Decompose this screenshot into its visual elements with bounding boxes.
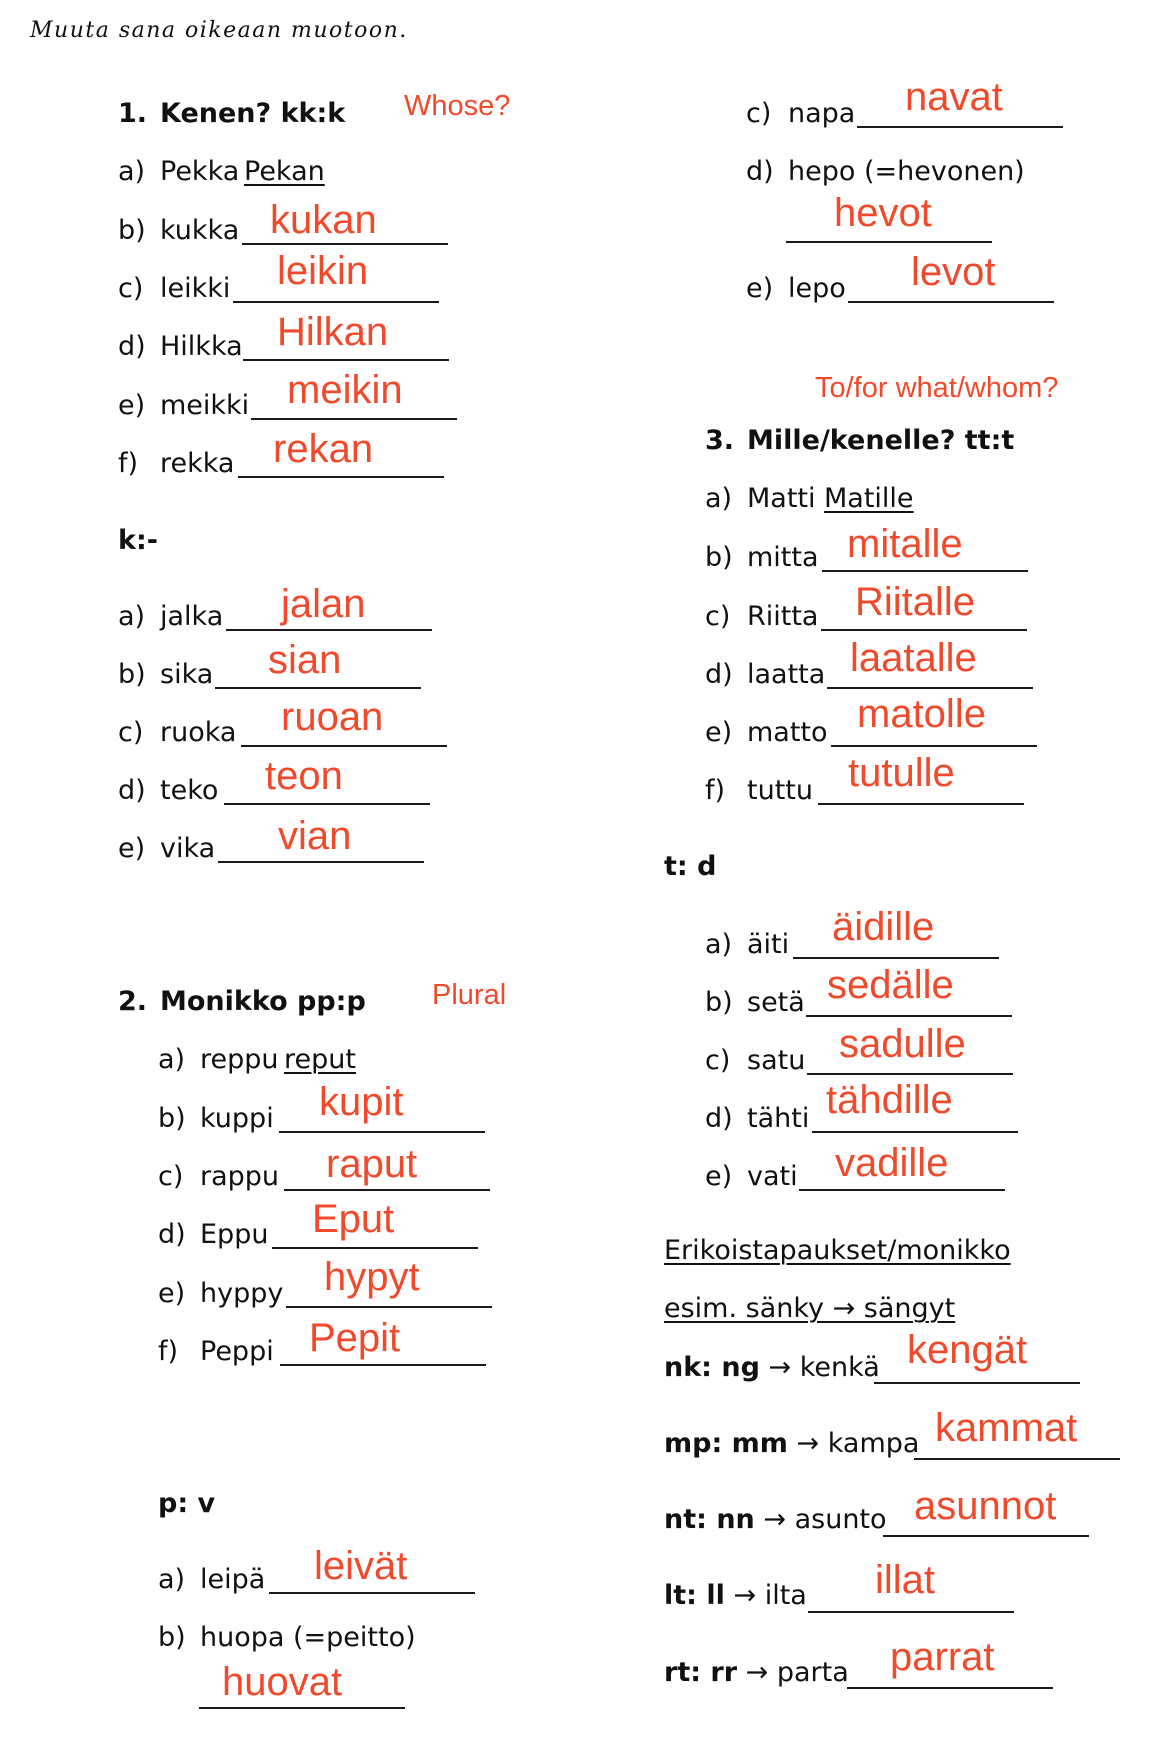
s1-item-word: meikki — [160, 390, 250, 421]
s1-item-word: kukka — [160, 215, 240, 246]
s1-item-answer: leikin — [277, 249, 369, 293]
answer-line — [857, 126, 1063, 128]
s1-item-letter: b) — [118, 215, 146, 246]
s2-example-answer: reput — [284, 1044, 356, 1075]
s2cont-item-letter: c) — [746, 98, 772, 129]
s1-item-answer: kukan — [270, 198, 377, 242]
s3-example-word: Matti — [747, 483, 816, 514]
s1b-item-letter: e) — [118, 833, 146, 864]
s3-item-word: matto — [747, 717, 828, 748]
s2b-item-answer: huovat — [222, 1660, 343, 1704]
special-word: kampa — [827, 1428, 920, 1459]
special-row — [664, 1354, 880, 1381]
s2-item-word: hyppy — [200, 1278, 284, 1309]
s3-item-letter: e) — [705, 717, 733, 748]
answer-line — [793, 957, 999, 959]
special-row — [664, 1582, 807, 1609]
s2-item-answer: kupit — [319, 1080, 404, 1124]
s2cont-item-word: hepo (=hevonen) — [788, 156, 1025, 187]
s1-item-answer: meikin — [287, 368, 403, 412]
s3b-item-letter: b) — [705, 987, 733, 1018]
answer-line — [822, 570, 1028, 572]
s3-item-answer: tutulle — [848, 751, 955, 795]
s1-item-word: leikki — [160, 273, 231, 304]
arrow-right-icon: → — [745, 1657, 769, 1688]
answer-line — [215, 687, 421, 689]
answer-line — [241, 745, 447, 747]
s1b-item-answer: vian — [278, 814, 352, 858]
s3-example-answer: Matille — [824, 483, 914, 514]
answer-line — [799, 1189, 1005, 1191]
special-rule: nt: nn — [664, 1504, 755, 1535]
s3b-item-answer: tähdille — [826, 1078, 953, 1122]
s1b-item-answer: jalan — [281, 582, 366, 626]
s2cont-item-answer: navat — [905, 75, 1003, 119]
answer-line — [848, 301, 1054, 303]
section3-number: 3. — [705, 425, 735, 456]
answer-line — [251, 418, 457, 420]
s3b-item-letter: d) — [705, 1103, 733, 1134]
s3b-item-answer: sadulle — [839, 1022, 966, 1066]
s1-item-letter: f) — [118, 448, 139, 479]
s2-item-letter: f) — [158, 1336, 179, 1367]
answer-line — [827, 687, 1033, 689]
s2-item-answer: raput — [326, 1142, 418, 1186]
special-word: kenkä — [799, 1352, 880, 1383]
s2cont-item-answer: hevot — [834, 191, 932, 235]
s2b-item-word: huopa (=peitto) — [200, 1622, 416, 1653]
section1-number: 1. — [118, 98, 148, 129]
s2-item-answer: Eput — [312, 1197, 395, 1241]
section2-note: Plural — [432, 979, 507, 1011]
s3-item-answer: laatalle — [850, 636, 977, 680]
s1-example-letter: a) — [118, 156, 146, 187]
s2b-item-letter: b) — [158, 1622, 186, 1653]
s1-example-word: Pekka — [160, 156, 240, 187]
s2-item-word: Eppu — [200, 1219, 269, 1250]
answer-line — [280, 1364, 486, 1366]
answer-line — [199, 1707, 405, 1709]
s3-item-word: Riitta — [747, 601, 819, 632]
s2b-item-letter: a) — [158, 1564, 186, 1595]
answer-line — [914, 1458, 1120, 1460]
s3-item-answer: Riitalle — [855, 580, 976, 624]
s1b-item-letter: d) — [118, 775, 146, 806]
s3-item-word: mitta — [747, 542, 819, 573]
s1b-item-letter: a) — [118, 601, 146, 632]
answer-line — [272, 1247, 478, 1249]
answer-line — [269, 1592, 475, 1594]
s2cont-item-word: lepo — [788, 273, 846, 304]
answer-line — [286, 1306, 492, 1308]
answer-line — [874, 1382, 1080, 1384]
s1b-item-answer: ruoan — [281, 695, 384, 739]
s2cont-item-answer: levot — [911, 250, 996, 294]
s1b-item-word: sika — [160, 659, 214, 690]
s1b-item-word: teko — [160, 775, 219, 806]
special-answer: kengät — [907, 1328, 1028, 1372]
s2-example-letter: a) — [158, 1044, 186, 1075]
s3-item-answer: mitalle — [847, 522, 963, 566]
s2b-item-answer: leivät — [314, 1544, 408, 1588]
s3-item-letter: f) — [705, 775, 726, 806]
special-row — [664, 1430, 919, 1457]
s2cont-item-word: napa — [788, 98, 856, 129]
s3-item-letter: d) — [705, 659, 733, 690]
s2-example-word: reppu — [200, 1044, 279, 1075]
arrow-right-icon: → — [796, 1428, 820, 1459]
section1b-heading: k:- — [118, 525, 158, 556]
s2-item-letter: d) — [158, 1219, 186, 1250]
s3b-item-word: vati — [747, 1161, 798, 1192]
s2cont-item-letter: d) — [746, 156, 774, 187]
special-row — [664, 1659, 849, 1686]
special-rule: nk: ng — [664, 1352, 760, 1383]
s2-item-word: rappu — [200, 1161, 280, 1192]
answer-line — [812, 1131, 1018, 1133]
worksheet-title: Muuta sana oikeaan muotoon. — [30, 18, 408, 43]
s1-example-answer: Pekan — [244, 156, 325, 187]
answer-line — [831, 745, 1037, 747]
s3b-item-answer: sedälle — [827, 963, 954, 1007]
answer-line — [847, 1687, 1053, 1689]
answer-line — [818, 803, 1024, 805]
answer-line — [806, 1015, 1012, 1017]
s3b-item-word: satu — [747, 1045, 806, 1076]
section1-note: Whose? — [404, 90, 511, 122]
s3-example-letter: a) — [705, 483, 733, 514]
answer-line — [821, 629, 1027, 631]
special-rule: lt: ll — [664, 1580, 725, 1611]
answer-line — [224, 803, 430, 805]
s1b-item-word: jalka — [160, 601, 224, 632]
s1b-item-answer: sian — [268, 638, 342, 682]
s3b-item-answer: äidille — [832, 905, 935, 949]
s3-item-word: tuttu — [747, 775, 813, 806]
s1b-item-letter: b) — [118, 659, 146, 690]
answer-line — [238, 476, 444, 478]
s1b-item-word: ruoka — [160, 717, 237, 748]
s2-item-letter: c) — [158, 1161, 184, 1192]
s3b-item-letter: c) — [705, 1045, 731, 1076]
s3b-item-word: setä — [747, 987, 805, 1018]
section3-heading: Mille/kenelle? tt:t — [747, 425, 1015, 456]
s3-item-word: laatta — [747, 659, 826, 690]
s3-item-letter: c) — [705, 601, 731, 632]
section2b-heading: p: v — [158, 1488, 216, 1519]
s2-item-word: kuppi — [200, 1103, 274, 1134]
answer-line — [233, 301, 439, 303]
answer-line — [226, 629, 432, 631]
special-answer: illat — [875, 1558, 936, 1602]
answer-line — [807, 1073, 1013, 1075]
section3b-heading: t: d — [664, 851, 717, 882]
section3-note: To/for what/whom? — [815, 372, 1059, 404]
answer-line — [218, 861, 424, 863]
section1-heading: Kenen? kk:k — [160, 98, 346, 129]
special-rule: mp: mm — [664, 1428, 788, 1459]
answer-line — [284, 1189, 490, 1191]
special-answer: asunnot — [914, 1484, 1057, 1528]
special-rule: rt: rr — [664, 1657, 738, 1688]
s2-item-answer: hypyt — [324, 1255, 420, 1299]
section2-heading: Monikko pp:p — [160, 986, 366, 1017]
special-word: ilta — [764, 1580, 807, 1611]
special-row — [664, 1506, 887, 1533]
special-word: asunto — [794, 1504, 887, 1535]
arrow-right-icon: → — [763, 1504, 786, 1535]
answer-line — [786, 241, 992, 243]
answer-line — [808, 1611, 1014, 1613]
special-answer: parrat — [890, 1635, 995, 1679]
s1b-item-word: vika — [160, 833, 216, 864]
s1-item-answer: rekan — [273, 427, 374, 471]
s1b-item-letter: c) — [118, 717, 144, 748]
s3-item-letter: b) — [705, 542, 733, 573]
s3b-item-word: tähti — [747, 1103, 810, 1134]
s2-item-answer: Pepit — [309, 1316, 401, 1360]
s1-item-word: Hilkka — [160, 331, 243, 362]
s1-item-letter: e) — [118, 390, 146, 421]
s1b-item-answer: teon — [265, 754, 343, 798]
special-word: parta — [776, 1657, 849, 1688]
special-answer: kammat — [935, 1406, 1078, 1450]
s1-item-letter: c) — [118, 273, 144, 304]
answer-line — [242, 243, 448, 245]
special-example: esim. sänky → sängyt — [664, 1293, 956, 1324]
s3b-item-answer: vadille — [835, 1141, 949, 1185]
s2-item-letter: e) — [158, 1278, 186, 1309]
s3b-item-word: äiti — [747, 929, 790, 960]
s1-item-letter: d) — [118, 331, 146, 362]
s3-item-answer: matolle — [857, 692, 986, 736]
arrow-right-icon: → — [768, 1352, 792, 1383]
s3b-item-letter: a) — [705, 929, 733, 960]
s2b-item-word: leipä — [200, 1564, 266, 1595]
section2-number: 2. — [118, 986, 148, 1017]
answer-line — [279, 1131, 485, 1133]
s1-item-word: rekka — [160, 448, 235, 479]
s2-item-letter: b) — [158, 1103, 186, 1134]
s2-item-word: Peppi — [200, 1336, 274, 1367]
answer-line — [883, 1535, 1089, 1537]
special-heading: Erikoistapaukset/monikko — [664, 1235, 1011, 1266]
s3b-item-letter: e) — [705, 1161, 733, 1192]
answer-line — [243, 359, 449, 361]
arrow-right-icon: → — [733, 1580, 757, 1611]
s1-item-answer: Hilkan — [277, 310, 389, 354]
s2cont-item-letter: e) — [746, 273, 774, 304]
